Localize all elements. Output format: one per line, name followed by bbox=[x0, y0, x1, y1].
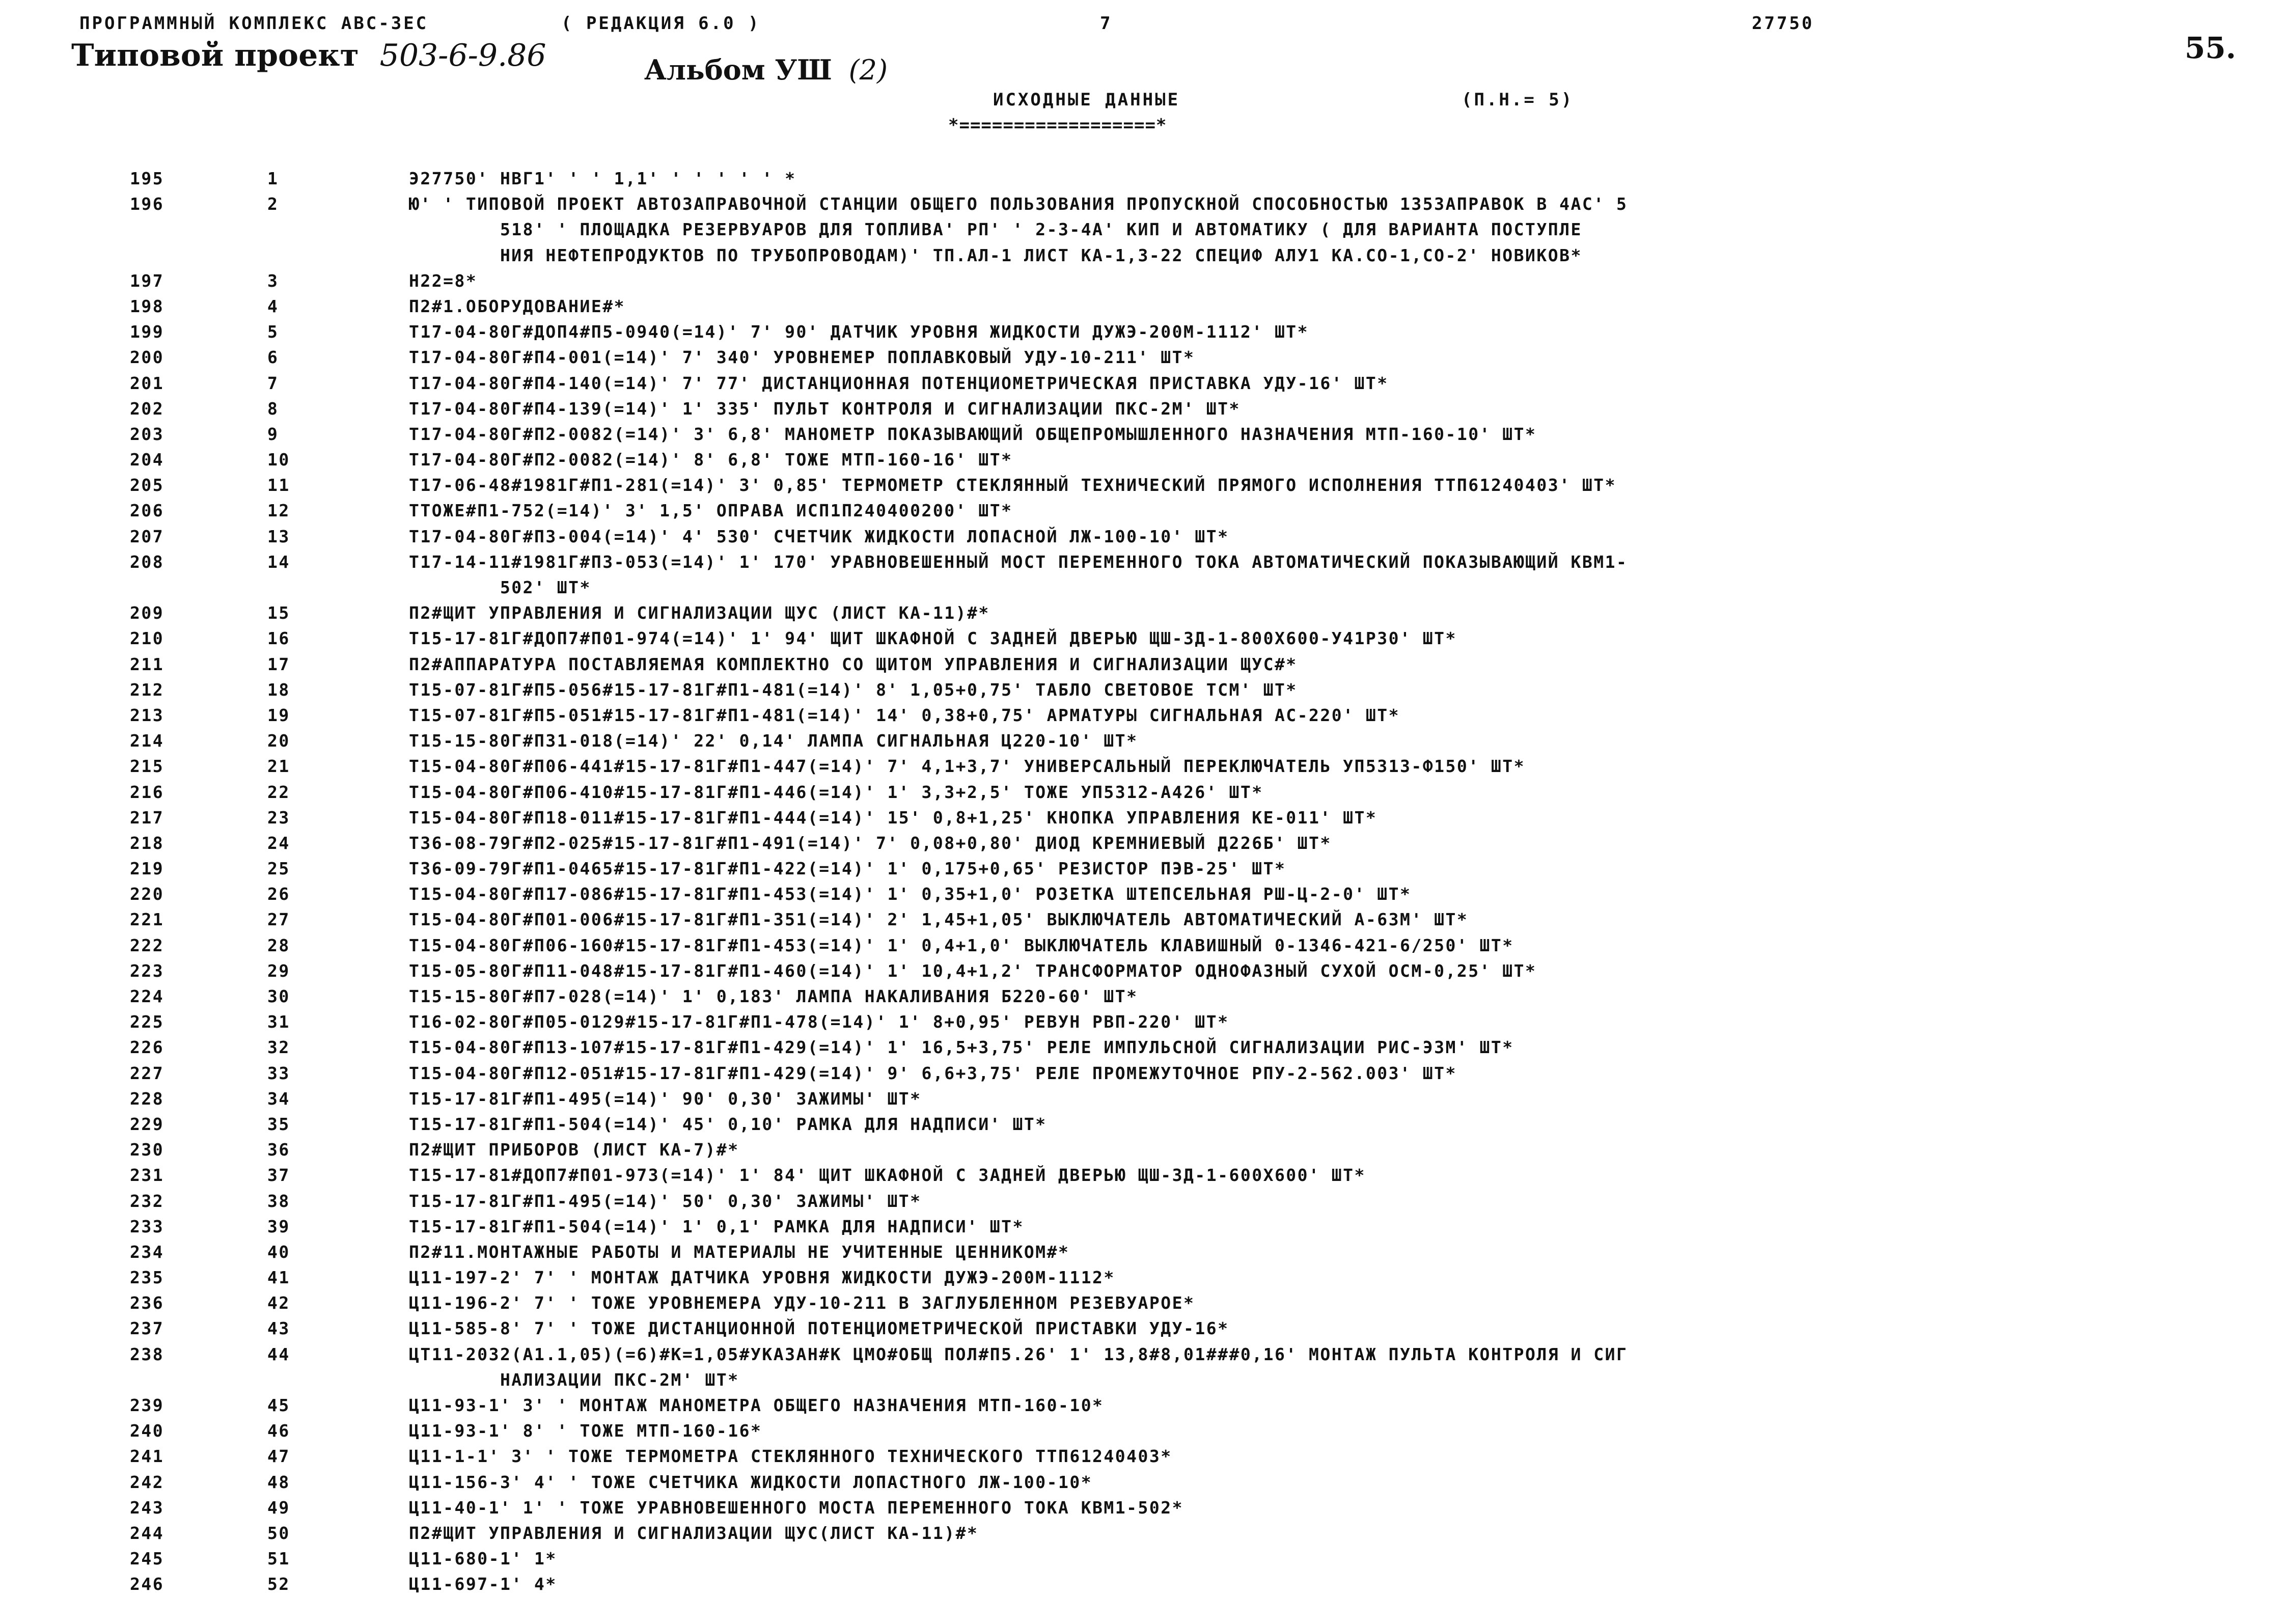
row-number: 214 bbox=[130, 731, 164, 751]
record-text bbox=[409, 626, 2089, 651]
record-line: П2#1.ОБОРУДОВАНИЕ#* bbox=[409, 296, 625, 316]
listing-row bbox=[0, 933, 2286, 958]
record-line: Т15-04-80Г#П17-086#15-17-81Г#П1-453(=14)' 1' 0,35+1,0' РОЗЕТКА ШТЕПСЕЛЬНАЯ РШ-Ц-2-0' ШТ* bbox=[409, 884, 1412, 904]
record-index: 50 bbox=[267, 1523, 290, 1543]
record-text bbox=[409, 166, 2089, 191]
listing-row bbox=[0, 1137, 2286, 1163]
record-line: Т15-04-80Г#П13-107#15-17-81Г#П1-429(=14)' 1' 16,5+3,75' РЕЛЕ ИМПУЛЬСНОЙ СИГНАЛИЗАЦИИ РИС-ЭЗМ' ШТ* bbox=[409, 1037, 1514, 1058]
record-line: НАЛИЗАЦИИ ПКС-2М' ШТ* bbox=[409, 1369, 739, 1390]
record-text bbox=[409, 1572, 2089, 1597]
record-index: 35 bbox=[267, 1114, 290, 1134]
row-number: 238 bbox=[130, 1344, 164, 1364]
row-number: 226 bbox=[130, 1037, 164, 1058]
record-line: П2#ЩИТ ПРИБОРОВ (ЛИСТ КА-7)#* bbox=[409, 1140, 739, 1160]
listing-row bbox=[0, 754, 2286, 779]
listing-row bbox=[0, 882, 2286, 907]
row-number: 218 bbox=[130, 833, 164, 853]
row-number: 243 bbox=[130, 1497, 164, 1518]
record-line: Т36-08-79Г#П2-025#15-17-81Г#П1-491(=14)' 7' 0,08+0,80' ДИОД КРЕМНИЕВЫЙ Д226Б' ШТ* bbox=[409, 833, 1332, 853]
record-line: 518' ' ПЛОЩАДКА РЕЗЕРВУАРОВ ДЛЯ ТОПЛИВА' РП' ' 2-3-4А' КИП И АВТОМАТИКУ ( ДЛЯ ВАРИАНТА ПОСТУПЛЕ bbox=[409, 219, 1582, 240]
record-text bbox=[409, 268, 2089, 294]
record-index: 30 bbox=[267, 986, 290, 1007]
record-line: Т17-14-11#1981Г#П3-053(=14)' 1' 170' УРАВНОВЕШЕННЫЙ МОСТ ПЕРЕМЕННОГО ТОКА АВТОМАТИЧЕСКИЙ ПОКАЗЫВАЮЩИЙ КВМ1- bbox=[409, 552, 1628, 572]
record-text bbox=[409, 1444, 2089, 1469]
record-text bbox=[409, 1112, 2089, 1137]
record-text bbox=[409, 1470, 2089, 1495]
record-text bbox=[409, 1009, 2089, 1035]
record-line: П2#АППАРАТУРА ПОСТАВЛЯЕМАЯ КОМПЛЕКТНО СО ЩИТОМ УПРАВЛЕНИЯ И СИГНАЛИЗАЦИИ ЩУС#* bbox=[409, 654, 1298, 674]
record-index: 3 bbox=[267, 270, 279, 291]
record-text bbox=[409, 1061, 2089, 1086]
record-line: Т15-04-80Г#П06-441#15-17-81Г#П1-447(=14)' 7' 4,1+3,7' УНИВЕРСАЛЬНЫЙ ПЕРЕКЛЮЧАТЕЛЬ УП5313-Ф150' ШТ* bbox=[409, 756, 1526, 777]
listing-row bbox=[0, 1009, 2286, 1035]
record-line: Т15-17-81Г#П1-504(=14)' 1' 0,1' РАМКА ДЛЯ НАДПИСИ' ШТ* bbox=[409, 1216, 1024, 1236]
record-line: Н22=8* bbox=[409, 270, 478, 291]
record-line: П2#11.МОНТАЖНЫЕ РАБОТЫ И МАТЕРИАЛЫ НЕ УЧИТЕННЫЕ ЦЕННИКОМ#* bbox=[409, 1242, 1070, 1262]
listing-row bbox=[0, 677, 2286, 703]
record-index: 32 bbox=[267, 1037, 290, 1058]
record-index: 39 bbox=[267, 1216, 290, 1236]
record-text bbox=[409, 524, 2089, 549]
record-text bbox=[409, 856, 2089, 882]
listing-row bbox=[0, 984, 2286, 1009]
record-index: 40 bbox=[267, 1242, 290, 1262]
listing-row bbox=[0, 1393, 2286, 1418]
record-index: 19 bbox=[267, 705, 290, 725]
row-number: 232 bbox=[130, 1191, 164, 1211]
row-number: 220 bbox=[130, 884, 164, 904]
record-text bbox=[409, 780, 2089, 805]
record-index: 9 bbox=[267, 424, 279, 444]
row-number: 209 bbox=[130, 603, 164, 623]
listing-row bbox=[0, 447, 2286, 473]
row-number: 216 bbox=[130, 782, 164, 802]
listing-row bbox=[0, 1061, 2286, 1086]
record-text bbox=[409, 1290, 2089, 1316]
record-line: ТТОЖЕ#П1-752(=14)' 3' 1,5' ОПРАВА ИСП1П240400200' ШТ* bbox=[409, 501, 1013, 521]
record-text bbox=[409, 652, 2089, 677]
project-stamp bbox=[71, 38, 546, 73]
record-line: Т36-09-79Г#П1-0465#15-17-81Г#П1-422(=14)' 1' 0,175+0,65' РЕЗИСТОР ПЭВ-25' ШТ* bbox=[409, 859, 1286, 879]
listing-row bbox=[0, 1290, 2286, 1316]
row-number: 206 bbox=[130, 501, 164, 521]
listing-row bbox=[0, 907, 2286, 932]
record-text bbox=[409, 319, 2089, 345]
record-index: 11 bbox=[267, 475, 290, 496]
row-number: 213 bbox=[130, 705, 164, 725]
row-number: 215 bbox=[130, 756, 164, 777]
record-line: Т15-04-80Г#П06-160#15-17-81Г#П1-453(=14)' 1' 0,4+1,0' ВЫКЛЮЧАТЕЛЬ КЛАВИШНЫЙ 0-1346-421-6/250' ШТ* bbox=[409, 935, 1514, 955]
record-index: 31 bbox=[267, 1012, 290, 1032]
record-text bbox=[409, 1189, 2089, 1214]
record-line: Т15-17-81Г#П1-495(=14)' 50' 0,30' ЗАЖИМЫ' ШТ* bbox=[409, 1191, 922, 1211]
record-line: Т15-04-80Г#П12-051#15-17-81Г#П1-429(=14)' 9' 6,6+3,75' РЕЛЕ ПРОМЕЖУТОЧНОЕ РПУ-2-562.003' ШТ* bbox=[409, 1063, 1457, 1083]
listing-row bbox=[0, 1444, 2286, 1469]
album-part: (2) bbox=[848, 54, 888, 86]
record-text bbox=[409, 549, 2089, 600]
record-line: Т15-17-81Г#П1-495(=14)' 90' 0,30' ЗАЖИМЫ' ШТ* bbox=[409, 1088, 922, 1109]
record-line: Ц11-156-3' 4' ' ТОЖЕ СЧЕТЧИКА ЖИДКОСТИ ЛОПАСТНОГО ЛЖ-100-10* bbox=[409, 1472, 1093, 1492]
record-index: 48 bbox=[267, 1472, 290, 1492]
listing-row bbox=[0, 1418, 2286, 1444]
row-number: 211 bbox=[130, 654, 164, 674]
listing-row bbox=[0, 728, 2286, 754]
record-index: 20 bbox=[267, 731, 290, 751]
record-line: Т15-07-81Г#П5-051#15-17-81Г#П1-481(=14)' 14' 0,38+0,75' АРМАТУРЫ СИГНАЛЬНАЯ АС-220' ШТ* bbox=[409, 705, 1400, 725]
record-text bbox=[409, 1393, 2089, 1418]
row-number: 221 bbox=[130, 910, 164, 930]
record-line: НИЯ НЕФТЕПРОДУКТОВ ПО ТРУБОПРОВОДАМ)' ТП.АЛ-1 ЛИСТ КА-1,3-22 СПЕЦИФ АЛУ1 КА.СО-1,СО-2' НОВИКОВ* bbox=[409, 245, 1582, 265]
record-text bbox=[409, 728, 2089, 754]
row-number: 246 bbox=[130, 1574, 164, 1594]
record-index: 49 bbox=[267, 1497, 290, 1518]
record-index: 12 bbox=[267, 501, 290, 521]
row-number: 205 bbox=[130, 475, 164, 496]
row-number: 225 bbox=[130, 1012, 164, 1032]
record-text bbox=[409, 498, 2089, 524]
listing-row bbox=[0, 371, 2286, 396]
record-line: Т15-05-80Г#П11-048#15-17-81Г#П1-460(=14)' 1' 10,4+1,2' ТРАНСФОРМАТОР ОДНОФАЗНЫЙ СУХОЙ ОСМ-0,25' ШТ* bbox=[409, 960, 1537, 981]
record-line: ЦТ11-2032(А1.1,05)(=6)#К=1,05#УКАЗАН#К ЦМО#ОБЩ ПОЛ#П5.26' 1' 13,8#8,01###0,16' МОНТАЖ ПУЛЬТА КОНТРОЛЯ И СИГ bbox=[409, 1344, 1628, 1364]
record-index: 4 bbox=[267, 296, 279, 316]
record-text bbox=[409, 907, 2089, 932]
listing-row bbox=[0, 1495, 2286, 1521]
record-index: 42 bbox=[267, 1293, 290, 1313]
record-line: Т15-04-80Г#П18-011#15-17-81Г#П1-444(=14)' 15' 0,8+1,25' КНОПКА УПРАВЛЕНИЯ КЕ-011' ШТ* bbox=[409, 807, 1378, 828]
record-text bbox=[409, 447, 2089, 473]
record-index: 26 bbox=[267, 884, 290, 904]
record-line: Т17-04-80Г#П3-004(=14)' 4' 530' СЧЕТЧИК ЖИДКОСТИ ЛОПАСНОЙ ЛЖ-100-10' ШТ* bbox=[409, 526, 1229, 546]
record-text bbox=[409, 1546, 2089, 1572]
record-index: 27 bbox=[267, 910, 290, 930]
row-number: 196 bbox=[130, 194, 164, 214]
listing-row bbox=[0, 1035, 2286, 1060]
record-index: 33 bbox=[267, 1063, 290, 1083]
listing-row bbox=[0, 1214, 2286, 1240]
record-index: 43 bbox=[267, 1318, 290, 1339]
row-number: 237 bbox=[130, 1318, 164, 1339]
listing-row bbox=[0, 345, 2286, 370]
row-number: 244 bbox=[130, 1523, 164, 1543]
document-code: 27750 bbox=[1752, 13, 1814, 34]
row-number: 227 bbox=[130, 1063, 164, 1083]
record-index: 1 bbox=[267, 169, 279, 188]
record-line: П2#ЩИТ УПРАВЛЕНИЯ И СИГНАЛИЗАЦИИ ЩУС (ЛИСТ КА-11)#* bbox=[409, 603, 990, 623]
record-text bbox=[409, 396, 2089, 422]
record-line: Т15-17-81#ДОП7#П01-973(=14)' 1' 84' ЩИТ ШКАФНОЙ С ЗАДНЕЙ ДВЕРЬЮ ЩШ-ЗД-1-600Х600' ШТ* bbox=[409, 1165, 1366, 1186]
project-label: Типовой проект bbox=[71, 38, 359, 73]
row-number: 207 bbox=[130, 526, 164, 546]
record-index: 2 bbox=[267, 194, 279, 214]
row-number: 200 bbox=[130, 347, 164, 368]
record-index: 13 bbox=[267, 526, 290, 546]
record-text bbox=[409, 805, 2089, 831]
listing-row bbox=[0, 1240, 2286, 1265]
record-index: 24 bbox=[267, 833, 290, 853]
record-text bbox=[409, 754, 2089, 779]
record-index: 21 bbox=[267, 756, 290, 777]
record-index: 38 bbox=[267, 1191, 290, 1211]
listing-row bbox=[0, 498, 2286, 524]
record-text bbox=[409, 1240, 2089, 1265]
page-number: 55. bbox=[2185, 31, 2236, 65]
listing-row bbox=[0, 600, 2286, 626]
listing-row bbox=[0, 780, 2286, 805]
listing-row bbox=[0, 1086, 2286, 1112]
record-index: 47 bbox=[267, 1446, 290, 1467]
record-text bbox=[409, 831, 2089, 856]
row-number: 241 bbox=[130, 1446, 164, 1467]
listing-row bbox=[0, 1546, 2286, 1572]
record-line: Т17-04-80Г#П4-001(=14)' 7' 340' УРОВНЕМЕР ПОПЛАВКОВЫЙ УДУ-10-211' ШТ* bbox=[409, 347, 1195, 368]
record-index: 8 bbox=[267, 398, 279, 419]
record-text bbox=[409, 600, 2089, 626]
row-number: 202 bbox=[130, 398, 164, 419]
record-text bbox=[409, 882, 2089, 907]
listing-row bbox=[0, 1163, 2286, 1188]
record-line: Ц11-1-1' 3' ' ТОЖЕ ТЕРМОМЕТРА СТЕКЛЯННОГО ТЕХНИЧЕСКОГО ТТП61240403* bbox=[409, 1446, 1172, 1467]
album-stamp bbox=[644, 53, 888, 86]
listing-row bbox=[0, 1572, 2286, 1597]
record-line: Ц11-680-1' 1* bbox=[409, 1549, 557, 1569]
listing-row bbox=[0, 294, 2286, 319]
record-index: 36 bbox=[267, 1140, 290, 1160]
listing-row bbox=[0, 396, 2286, 422]
record-line: Ц11-585-8' 7' ' ТОЖЕ ДИСТАНЦИОННОЙ ПОТЕНЦИОМЕТРИЧЕСКОЙ ПРИСТАВКИ УДУ-16* bbox=[409, 1318, 1229, 1339]
record-text bbox=[409, 191, 2089, 268]
listing-row bbox=[0, 1112, 2286, 1137]
listing-row bbox=[0, 1521, 2286, 1546]
record-text bbox=[409, 958, 2089, 984]
record-index: 37 bbox=[267, 1165, 290, 1186]
program-name: ПРОГРАММНЫЙ КОМПЛЕКС АВС-3ЕС bbox=[79, 13, 429, 34]
record-line: Ю' ' ТИПОВОЙ ПРОЕКТ АВТОЗАПРАВОЧНОЙ СТАНЦИИ ОБЩЕГО ПОЛЬЗОВАНИЯ ПРОПУСКНОЙ СПОСОБНОСТЬЮ 1353АПРАВОК В 4АС' 5 bbox=[409, 194, 1628, 214]
record-index: 23 bbox=[267, 807, 290, 828]
record-index: 14 bbox=[267, 552, 290, 572]
album-label: Альбом УШ bbox=[644, 53, 832, 86]
row-number: 229 bbox=[130, 1114, 164, 1134]
record-line: Т15-15-80Г#П31-018(=14)' 22' 0,14' ЛАМПА СИГНАЛЬНАЯ Ц220-10' ШТ* bbox=[409, 731, 1138, 751]
record-index: 5 bbox=[267, 322, 279, 342]
row-number: 203 bbox=[130, 424, 164, 444]
record-index: 28 bbox=[267, 935, 290, 955]
record-index: 41 bbox=[267, 1268, 290, 1288]
record-text bbox=[409, 1163, 2089, 1188]
row-number: 231 bbox=[130, 1165, 164, 1186]
row-number: 201 bbox=[130, 373, 164, 393]
row-number: 224 bbox=[130, 986, 164, 1007]
listing-row bbox=[0, 856, 2286, 882]
record-line: Т17-04-80Г#П4-139(=14)' 1' 335' ПУЛЬТ КОНТРОЛЯ И СИГНАЛИЗАЦИИ ПКС-2М' ШТ* bbox=[409, 398, 1241, 419]
row-number: 219 bbox=[130, 859, 164, 879]
record-line: Т17-04-80Г#П2-0082(=14)' 3' 6,8' МАНОМЕТР ПОКАЗЫВАЮЩИЙ ОБЩЕПРОМЫШЛЕННОГО НАЗНАЧЕНИЯ МТП-160-10' ШТ* bbox=[409, 424, 1537, 444]
row-number: 217 bbox=[130, 807, 164, 828]
listing-row bbox=[0, 652, 2286, 677]
page-title: ИСХОДНЫЕ ДАННЫЕ bbox=[993, 90, 1180, 110]
record-index: 18 bbox=[267, 679, 290, 700]
row-number: 223 bbox=[130, 960, 164, 981]
listing-row bbox=[0, 626, 2286, 651]
record-text bbox=[409, 1265, 2089, 1290]
listing-row bbox=[0, 1470, 2286, 1495]
record-text bbox=[409, 473, 2089, 498]
listing-row bbox=[0, 422, 2286, 447]
row-number: 195 bbox=[130, 169, 164, 188]
row-number: 199 bbox=[130, 322, 164, 342]
record-line: Т15-17-81Г#П1-504(=14)' 45' 0,10' РАМКА ДЛЯ НАДПИСИ' ШТ* bbox=[409, 1114, 1047, 1134]
listing-row bbox=[0, 549, 2286, 600]
record-line: Т16-02-80Г#П05-0129#15-17-81Г#П1-478(=14)' 1' 8+0,95' РЕВУН РВП-220' ШТ* bbox=[409, 1012, 1229, 1032]
row-number: 212 bbox=[130, 679, 164, 700]
record-text bbox=[409, 1035, 2089, 1060]
row-number: 230 bbox=[130, 1140, 164, 1160]
row-number: 222 bbox=[130, 935, 164, 955]
record-index: 22 bbox=[267, 782, 290, 802]
record-text bbox=[409, 1342, 2089, 1393]
record-text bbox=[409, 294, 2089, 319]
listing-row bbox=[0, 191, 2286, 268]
row-number: 198 bbox=[130, 296, 164, 316]
row-number: 245 bbox=[130, 1549, 164, 1569]
record-text bbox=[409, 1137, 2089, 1163]
record-text bbox=[409, 345, 2089, 370]
row-number: 233 bbox=[130, 1216, 164, 1236]
listing-row bbox=[0, 1265, 2286, 1290]
record-line: П2#ЩИТ УПРАВЛЕНИЯ И СИГНАЛИЗАЦИИ ЩУС(ЛИСТ КА-11)#* bbox=[409, 1523, 979, 1543]
record-index: 7 bbox=[267, 373, 279, 393]
record-text bbox=[409, 703, 2089, 728]
record-index: 46 bbox=[267, 1421, 290, 1441]
listing-row bbox=[0, 958, 2286, 984]
title-underline: *==================* bbox=[948, 115, 1167, 135]
record-text bbox=[409, 422, 2089, 447]
record-text bbox=[409, 933, 2089, 958]
record-line: Т15-04-80Г#П01-006#15-17-81Г#П1-351(=14)' 2' 1,45+1,05' ВЫКЛЮЧАТЕЛЬ АВТОМАТИЧЕСКИЙ А-63М' ШТ* bbox=[409, 910, 1469, 930]
record-text bbox=[409, 1086, 2089, 1112]
record-line: Т15-07-81Г#П5-056#15-17-81Г#П1-481(=14)' 8' 1,05+0,75' ТАБЛО СВЕТОВОЕ ТСМ' ШТ* bbox=[409, 679, 1298, 700]
record-text bbox=[409, 984, 2089, 1009]
record-text bbox=[409, 1495, 2089, 1521]
data-listing bbox=[0, 166, 2286, 1598]
record-line: Э27750' НВГ1' ' ' 1,1' ' ' ' ' ' * bbox=[409, 169, 796, 188]
record-line: Ц11-93-1' 3' ' МОНТАЖ МАНОМЕТРА ОБЩЕГО НАЗНАЧЕНИЯ МТП-160-10* bbox=[409, 1395, 1104, 1416]
record-text bbox=[409, 677, 2089, 703]
edition: ( РЕДАКЦИЯ 6.0 ) bbox=[561, 13, 761, 34]
record-line: Ц11-196-2' 7' ' ТОЖЕ УРОВНЕМЕРА УДУ-10-211 В ЗАГЛУБЛЕННОМ РЕЗЕВУАРОЕ* bbox=[409, 1293, 1195, 1313]
row-number: 210 bbox=[130, 628, 164, 649]
record-index: 44 bbox=[267, 1344, 290, 1364]
record-text bbox=[409, 1418, 2089, 1444]
row-number: 235 bbox=[130, 1268, 164, 1288]
record-line: Т15-15-80Г#П7-028(=14)' 1' 0,183' ЛАМПА НАКАЛИВАНИЯ Б220-60' ШТ* bbox=[409, 986, 1138, 1007]
record-index: 34 bbox=[267, 1088, 290, 1109]
listing-row bbox=[0, 319, 2286, 345]
record-line: Ц11-197-2' 7' ' МОНТАЖ ДАТЧИКА УРОВНЯ ЖИДКОСТИ ДУЖЭ-200М-1112* bbox=[409, 1268, 1115, 1288]
record-line: Т17-04-80Г#ДОП4#П5-0940(=14)' 7' 90' ДАТЧИК УРОВНЯ ЖИДКОСТИ ДУЖЭ-200М-1112' ШТ* bbox=[409, 322, 1309, 342]
row-number: 242 bbox=[130, 1472, 164, 1492]
record-text bbox=[409, 1214, 2089, 1240]
record-index: 45 bbox=[267, 1395, 290, 1416]
row-number: 208 bbox=[130, 552, 164, 572]
listing-row bbox=[0, 1189, 2286, 1214]
record-line: Т17-04-80Г#П4-140(=14)' 7' 77' ДИСТАНЦИОННАЯ ПОТЕНЦИОМЕТРИЧЕСКАЯ ПРИСТАВКА УДУ-16' ШТ* bbox=[409, 373, 1389, 393]
row-number: 204 bbox=[130, 450, 164, 470]
record-line: Т15-04-80Г#П06-410#15-17-81Г#П1-446(=14)' 1' 3,3+2,5' ТОЖЕ УП5312-А426' ШТ* bbox=[409, 782, 1263, 802]
record-index: 16 bbox=[267, 628, 290, 649]
record-index: 6 bbox=[267, 347, 279, 368]
record-text bbox=[409, 371, 2089, 396]
row-number: 197 bbox=[130, 270, 164, 291]
project-code: 503-6-9.86 bbox=[379, 38, 546, 73]
record-text bbox=[409, 1316, 2089, 1341]
record-index: 51 bbox=[267, 1549, 290, 1569]
record-index: 25 bbox=[267, 859, 290, 879]
record-index: 52 bbox=[267, 1574, 290, 1594]
listing-row bbox=[0, 524, 2286, 549]
record-line: Ц11-40-1' 1' ' ТОЖЕ УРАВНОВЕШЕННОГО МОСТА ПЕРЕМЕННОГО ТОКА КВМ1-502* bbox=[409, 1497, 1184, 1518]
record-line: Т17-04-80Г#П2-0082(=14)' 8' 6,8' ТОЖЕ МТП-160-16' ШТ* bbox=[409, 450, 1013, 470]
listing-row bbox=[0, 1342, 2286, 1393]
listing-row bbox=[0, 1316, 2286, 1341]
record-line: Т15-17-81Г#ДОП7#П01-974(=14)' 1' 94' ЩИТ ШКАФНОЙ С ЗАДНЕЙ ДВЕРЬЮ ЩШ-ЗД-1-800Х600-У41Р30' ШТ* bbox=[409, 628, 1457, 649]
record-line: Т17-06-48#1981Г#П1-281(=14)' 3' 0,85' ТЕРМОМЕТР СТЕКЛЯННЫЙ ТЕХНИЧЕСКИЙ ПРЯМОГО ИСПОЛНЕНИЯ ТТП61240403' ШТ* bbox=[409, 475, 1616, 496]
record-index: 10 bbox=[267, 450, 290, 470]
row-number: 228 bbox=[130, 1088, 164, 1109]
record-line: 502' ШТ* bbox=[409, 577, 591, 598]
row-number: 236 bbox=[130, 1293, 164, 1313]
listing-row bbox=[0, 473, 2286, 498]
record-index: 17 bbox=[267, 654, 290, 674]
listing-row bbox=[0, 166, 2286, 191]
listing-row bbox=[0, 268, 2286, 294]
row-number: 234 bbox=[130, 1242, 164, 1262]
sheet-number: 7 bbox=[1100, 13, 1113, 34]
row-number: 240 bbox=[130, 1421, 164, 1441]
listing-row bbox=[0, 831, 2286, 856]
record-line: Ц11-93-1' 8' ' ТОЖЕ МТП-160-16* bbox=[409, 1421, 762, 1441]
row-number: 239 bbox=[130, 1395, 164, 1416]
pn-indicator: (П.Н.= 5) bbox=[1462, 90, 1574, 110]
record-text bbox=[409, 1521, 2089, 1546]
record-index: 29 bbox=[267, 960, 290, 981]
listing-row bbox=[0, 703, 2286, 728]
record-line: Ц11-697-1' 4* bbox=[409, 1574, 557, 1594]
record-index: 15 bbox=[267, 603, 290, 623]
listing-row bbox=[0, 805, 2286, 831]
